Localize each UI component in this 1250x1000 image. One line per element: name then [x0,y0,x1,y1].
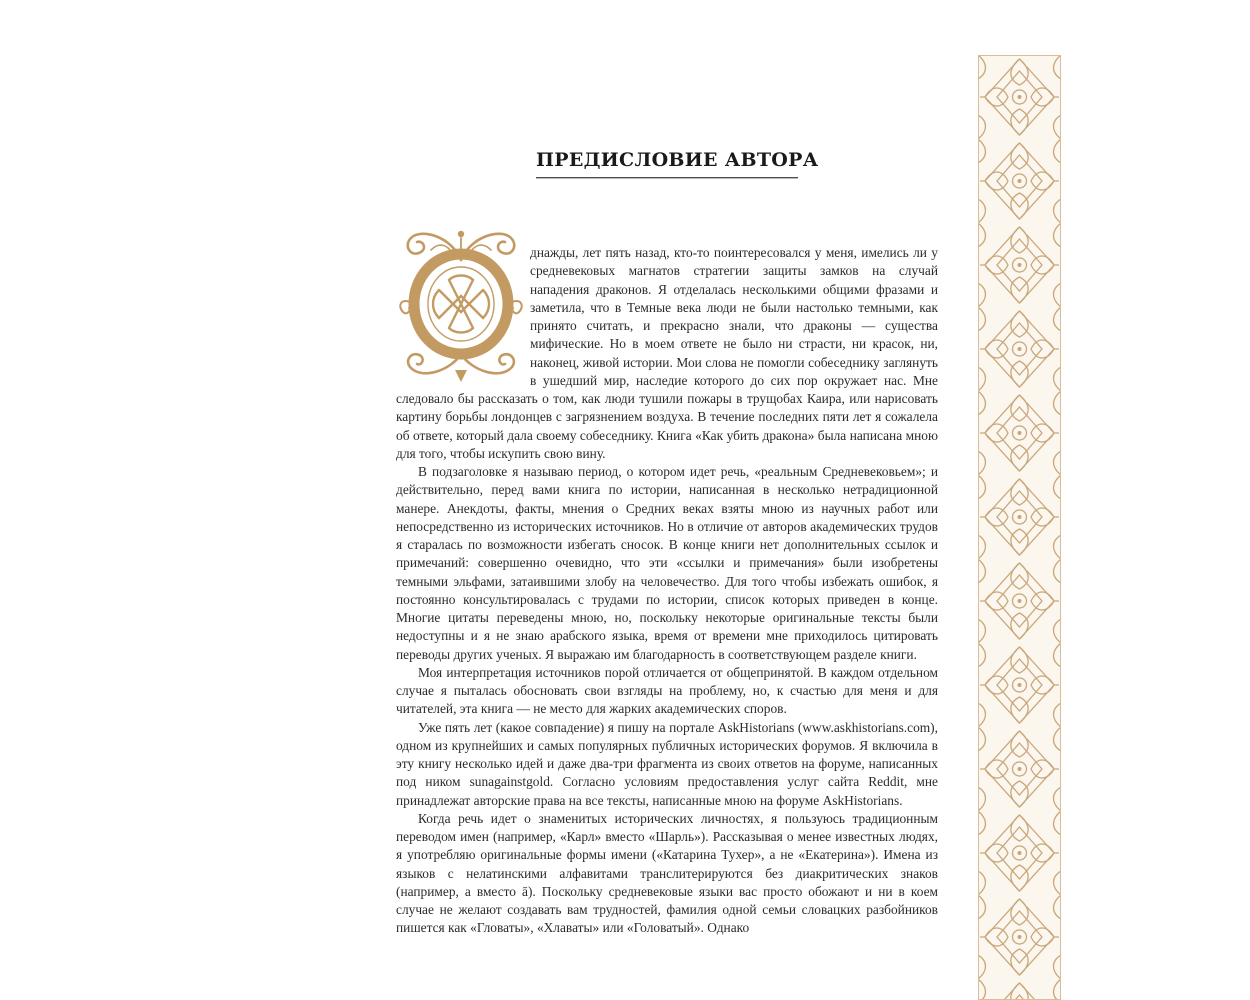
paragraph-3: Моя интерпретация источников порой отличается от общепринятой. В каждом отдельном случае я пыталась обосновать свои взгляды на проблему, но, к счастью для меня и для читателей, эта книга — не место для жарких академических споров. [396,664,938,717]
paragraph-4: Уже пять лет (какое совпадение) я пишу на портале AskHistorians (www.askhistorians.com), одном из крупнейших и самых популярных публичных исторических форумов. Я включила в эту книгу несколько идей и даже два-три фрагмента из своих ответов на форуме, написанных под ником sunagainstgold. Согласно условиям предоставления услуг сайта Reddit, мне принадлежат авторские права на все тексты, написанные мною на форуме AskHistorians. [396,719,938,808]
ornamental-border [978,55,1061,1000]
paragraph-2: В подзаголовке я называю период, о котором идет речь, «реальным Средневековьем»; и действительно, перед вами книга по истории, написанная в несколько нетрадиционной манере. Анекдоты, факты, мнения о Средних веках взяты мною из научных работ или непосредственно из исторических источников. Но в отличие от авторов академических трудов я старалась по возможности избегать сносок. В конце книги нет дополнительных ссылок и примечаний: совершенно очевидно, что эти «ссылки и примечания» были изобретены темными эльфами, затаившими злобу на человечество. Для того чтобы избежать ошибок, я постоянно консультировалась с трудами по истории, список которых приведен в конце. Многие цитаты переведены мною, но, поскольку некоторые оригинальные тексты были недоступны и я не знаю арабского языка, время от времени мне приходилось цитировать переводы других ученых. Я выражаю им благодарность в соответствующем разделе книги. [396,464,938,662]
paragraph-1: днажды, лет пять назад, кто-то поинтересовался у меня, имелись ли у средневековых магнатов стратегии защиты замков на случай нападения драконов. Я отделалась несколькими общими фразами и заметила, что в Темные века люди не были настолько темными, как принято считать, и прекрасно знали, что драконы — существа мифические. Но в моем ответе не было ни страсти, ни красок, ни, наконец, живой истории. Мои слова не помогли собеседнику заглянуть в ушедший мир, наследие которого до сих пор окружает нас. Мне следовало бы рассказать о том, как люди тушили пожары в трущобах Каира, или нарисовать картину борьбы лондонцев с загрязнением воздуха. В течение последних пяти лет я сожалела об ответе, который дала своему собеседнику. Книга «Как убить дракона» была написана мною для того, чтобы искупить свою вину. [396,245,938,461]
chapter-title: ПРЕДИСЛОВИЕ АВТОРА [536,149,819,171]
body-text [396,244,938,938]
paragraph-5: Когда речь идет о знаменитых исторических личностях, я пользуюсь традиционным переводом имен (например, «Карл» вместо «Шарль»). Рассказывая о менее известных людях, я употребляю оригинальные формы имени («Катарина Тухер», а не «Екатерина»). Имена из языков с нелатинскими алфавитами транслитерируются без диакритических знаков (например, a вместо ā). Поскольку средневековые языки вас просто обожают и ни в коем случае не желают создавать вам трудностей, фамилия одной семьи словацких разбойников пишется как «Гловаты», «Хлаваты» или «Головатый». Однако [396,810,938,936]
title-underline [536,177,798,179]
